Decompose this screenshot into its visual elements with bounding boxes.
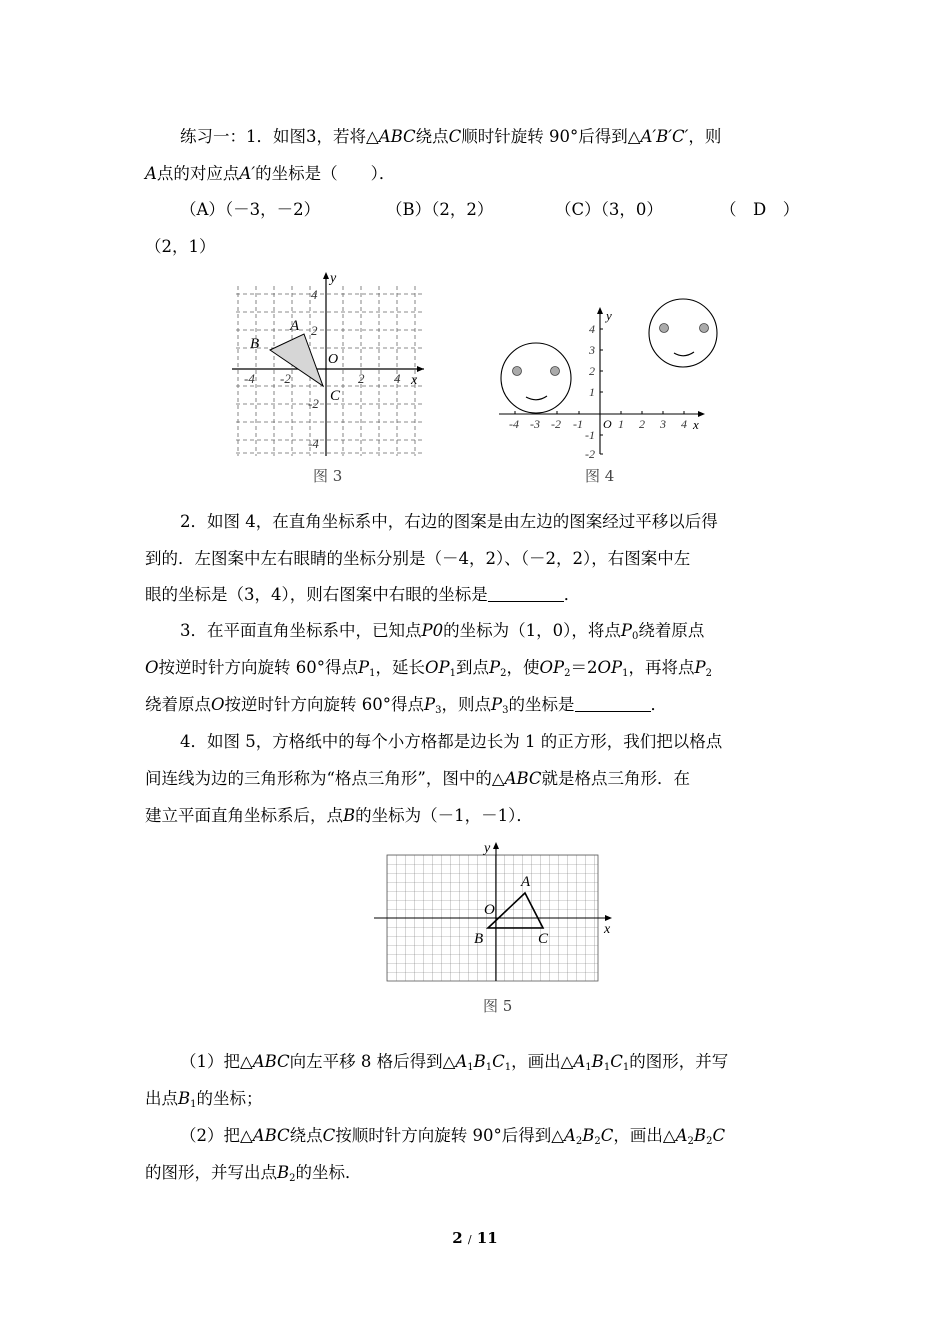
q2-line3: 眼的坐标是（3，4），则右图案中右眼的坐标是 ． xyxy=(145,585,581,604)
fig3-tick-y: 2 xyxy=(311,323,318,338)
fig4-y-label: y xyxy=(606,308,612,323)
fig5-origin: O xyxy=(484,902,495,918)
fig3-tick-x: -2 xyxy=(280,371,291,386)
fig4-tick-y: 3 xyxy=(589,343,595,357)
fig4-tick-y: -1 xyxy=(585,428,595,442)
q1-option-d-value: （2，1） xyxy=(145,237,216,256)
fig5-point-c: C xyxy=(538,931,549,947)
fig4-left-face xyxy=(501,343,571,413)
fig4-tick-x: -1 xyxy=(573,417,583,431)
figure-5 xyxy=(370,838,620,988)
q3-line1: 3．在平面直角坐标系中，已知点P0的坐标为（1，0），将点$P_0$绕着原点 xyxy=(180,621,705,642)
sub2-line2: 的图形，并写出点$B_2$的坐标． xyxy=(145,1163,362,1184)
fig3-point-c: C xyxy=(330,388,341,404)
sub2-line1: （2）把△ABC绕点C按顺时针方向旋转 90°后得到$\triangle A_2B_2C$，画出$\triangle A_2B_2C$ xyxy=(180,1126,726,1147)
figure-4-right-face xyxy=(648,292,723,372)
fig3-triangle xyxy=(270,334,323,386)
fig5-y-label: y xyxy=(484,841,491,856)
fig3-tick-y: -2 xyxy=(308,396,319,411)
q1-option-b: （B）（2，2） xyxy=(386,200,494,219)
fig3-y-label: y xyxy=(330,271,337,286)
fig4-tick-x: -2 xyxy=(551,417,561,431)
fig4-x-label: x xyxy=(693,417,699,432)
q1-line2: A点的对应点A′的坐标是（ ）． xyxy=(145,164,396,183)
fig3-tick-y: 4 xyxy=(311,287,318,302)
fig4-tick-y: -2 xyxy=(585,447,595,461)
fig5-point-a: A xyxy=(521,874,531,890)
fig3-point-a: A xyxy=(290,318,300,334)
q4-line2: 间连线为边的三角形称为“格点三角形”，图中的△ABC就是格点三角形．在 xyxy=(145,769,691,788)
fig4-origin: O xyxy=(603,417,612,431)
fig4-tick-x: 4 xyxy=(681,417,687,431)
fig4-caption: 图 4 xyxy=(585,467,615,485)
fig4-tick-x: 3 xyxy=(660,417,666,431)
fig4-tick-y: 1 xyxy=(589,385,595,399)
fig4-tick-x: -3 xyxy=(530,417,540,431)
fig4-tick-y: 4 xyxy=(589,322,595,336)
q1-option-d: （ D ） xyxy=(720,200,800,219)
fig3-x-label: x xyxy=(411,373,418,388)
fig3-tick-y: -4 xyxy=(308,436,319,451)
fig5-x-label: x xyxy=(604,922,611,937)
q4-line3: 建立平面直角坐标系后，点B的坐标为（－1，－1）． xyxy=(145,806,533,825)
fig3-origin: O xyxy=(328,352,339,367)
fig4-tick-x: -4 xyxy=(509,417,519,431)
fig4-tick-x: 2 xyxy=(639,417,645,431)
q4-line1: 4．如图 5，方格纸中的每个小方格都是边长为 1 的正方形，我们把以格点 xyxy=(180,732,723,751)
page-number: 2 / 11 xyxy=(452,1229,498,1247)
q1-line1: 练习一：1．如图3，若将△ABC绕点C顺时针旋转 90°后得到△A′B′C′，则 xyxy=(180,127,722,146)
fig3-point-b: B xyxy=(250,336,260,352)
fig5-point-b: B xyxy=(474,931,484,947)
answer-blank xyxy=(575,697,651,712)
fig5-caption: 图 5 xyxy=(483,997,513,1015)
q2-line2: 到的．左图案中左右眼睛的坐标分别是（－4，2）、（－2，2），右图案中左 xyxy=(145,549,691,568)
fig3-caption: 图 3 xyxy=(313,467,343,485)
q2-line1: 2．如图 4，在直角坐标系中，右边的图案是由左边的图案经过平移以后得 xyxy=(180,512,718,531)
sub1-line1: （1）把△ABC向左平移 8 格后得到$\triangle A_1B_1C_1$，画出$\triangle A_1B_1C_1$的图形，并写 xyxy=(180,1052,729,1073)
q1-option-a: （A）（－3，－2） xyxy=(180,200,321,219)
fig3-tick-x: -4 xyxy=(244,371,255,386)
fig3-tick-x: 4 xyxy=(394,371,401,386)
q3-line3: 绕着原点O按逆时针方向旋转 60°得点$P_3$，则点$P_3$的坐标是 ． xyxy=(145,695,667,716)
q1-option-c: （C）（3，0） xyxy=(555,200,663,219)
fig4-tick-x: 1 xyxy=(618,417,624,431)
fig3-tick-x: 2 xyxy=(358,371,365,386)
answer-blank xyxy=(488,587,564,602)
fig4-tick-y: 2 xyxy=(589,364,595,378)
q3-line2: O按逆时针方向旋转 60°得点$P_1$，延长$OP_1$到点$P_2$，使$OP_2=2OP_1$，再将点$P_2$ xyxy=(145,658,713,679)
figure-3 xyxy=(228,268,428,460)
sub1-line2: 出点$B_1$的坐标； xyxy=(145,1089,263,1110)
